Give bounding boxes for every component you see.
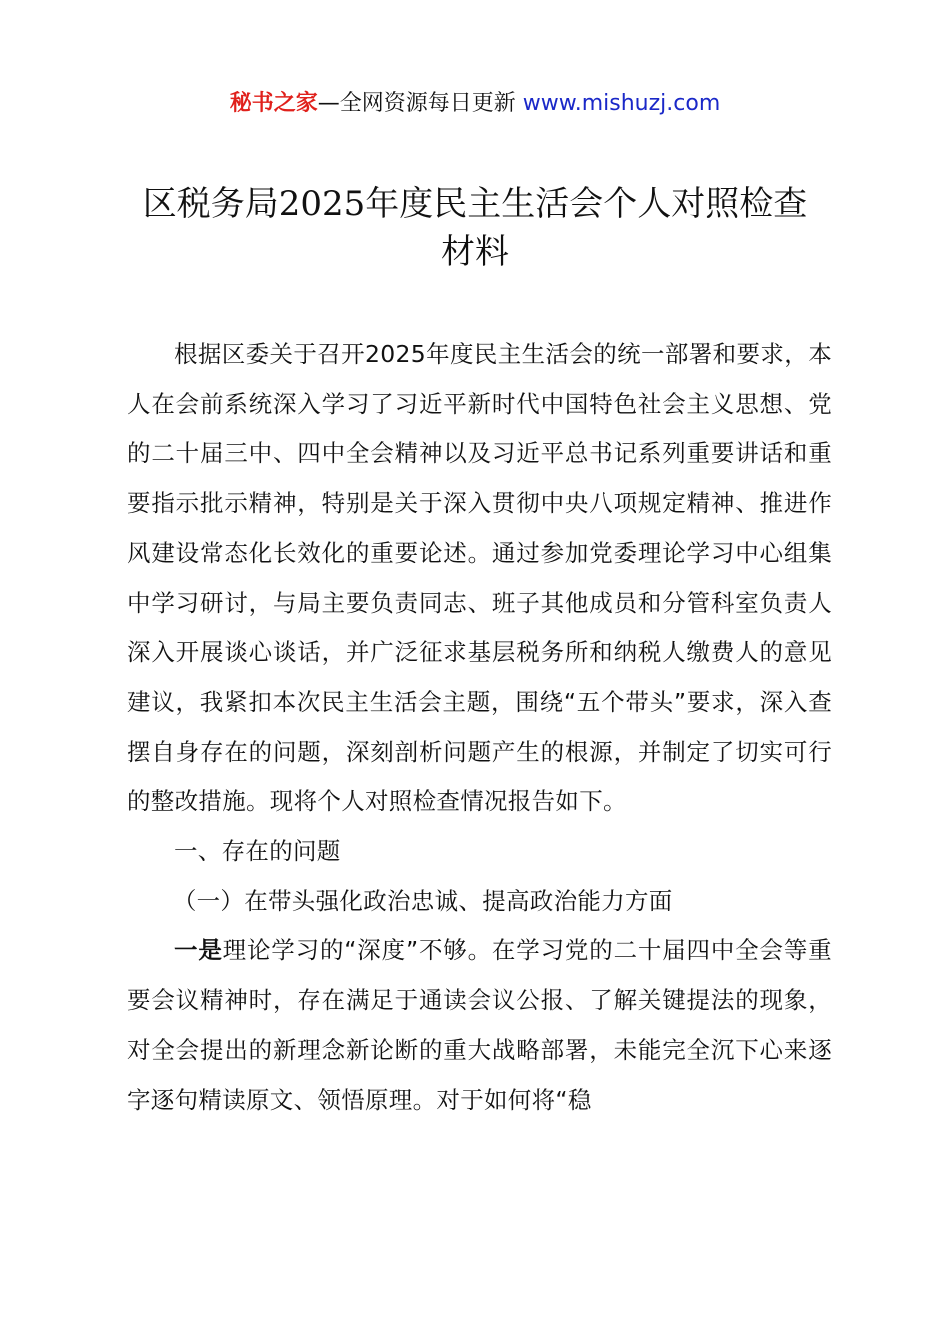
site-url-link[interactable]: www.mishuzj.com [522,91,721,116]
document-title [120,180,830,276]
site-header [0,88,950,120]
point-text: 理论学习的“深度”不够。在学习党的二十届四中全会等重要会议精神时，存在满足于通读会议公报、了解关键提法的现象，对全会提出的新理念新论断的重大战略部署，未能完全沉下心来逐字逐句精读原文、领悟原理。对于如何将“稳 [127,936,832,1114]
brand-name: 秘书之家 [229,91,318,116]
intro-paragraph: 根据区委关于召开2025年度民主生活会的统一部署和要求，本人在会前系统深入学习了习近平新时代中国特色社会主义思想、党的二十届三中、四中全会精神以及习近平总书记系列重要讲话和重要指示批示精神，特别是关于深入贯彻中央八项规定精神、推进作风建设常态化长效化的重要论述。通过参加党委理论学习中心组集中学习研讨，与局主要负责同志、班子其他成员和分管科室负责人深入开展谈心谈话，并广泛征求基层税务所和纳税人缴费人的意见建议，我紧扣本次民主生活会主题，围绕“五个带头”要求，深入查摆自身存在的问题，深刻剖析问题产生的根源，并制定了切实可行的整改措施。现将个人对照检查情况报告如下。 [127,340,832,816]
title-line-1: 区税务局2025年度民主生活会个人对照检查 [142,184,808,224]
subsection-heading: （一）在带头强化政治忠诚、提高政治能力方面 [172,886,673,915]
header-tagline: —全网资源每日更新 [317,91,523,116]
document-body [127,330,832,1125]
point-lead: 一是 [174,936,223,965]
title-line-2: 材料 [441,232,509,272]
section-heading: 一、存在的问题 [174,837,341,866]
point-paragraph [127,926,832,1125]
